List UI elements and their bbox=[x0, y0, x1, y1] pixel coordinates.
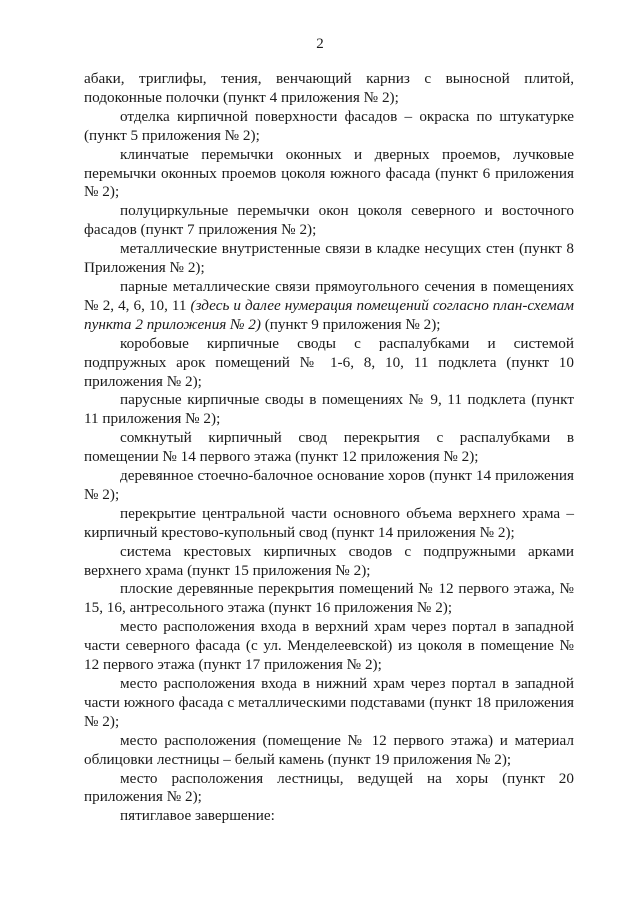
paragraph: полуциркульные перемычки окон цоколя северного и восточного фасадов (пункт 7 приложения № 2); bbox=[84, 202, 574, 239]
paragraph: абаки, триглифы, тения, венчающий карниз с выносной плитой, подоконные полочки (пункт 4 приложения № 2); bbox=[84, 70, 574, 106]
document-body bbox=[84, 70, 574, 826]
paragraph-text: парные металлические связи прямоугольного сечения в помещениях № 2, 4, 6, 10, 11 bbox=[84, 277, 574, 314]
paragraph: место расположения входа в нижний храм через портал в западной части южного фасада с металлическими подставами (пункт 18 приложения № 2); bbox=[84, 675, 574, 730]
paragraph: металлические внутристенные связи в кладке несущих стен (пункт 8 Приложения № 2); bbox=[84, 240, 574, 277]
paragraph: отделка кирпичной поверхности фасадов – окраска по штукатурке (пункт 5 приложения № 2); bbox=[84, 107, 574, 144]
page-number: 2 bbox=[316, 36, 324, 52]
paragraph: перекрытие центральной части основного объема верхнего храма – кирпичный крестово-купольный свод (пункт 14 приложения № 2); bbox=[84, 504, 574, 541]
paragraph: парусные кирпичные своды в помещениях № 9, 11 подклета (пункт 11 приложения № 2); bbox=[84, 391, 574, 428]
paragraph: место расположения (помещение № 12 первого этажа) и материал облицовки лестницы – белый камень (пункт 19 приложения № 2); bbox=[84, 731, 574, 768]
paragraph: клинчатые перемычки оконных и дверных проемов, лучковые перемычки оконных проемов цоколя южного фасада (пункт 6 приложения № 2); bbox=[84, 145, 574, 201]
paragraph: система крестовых кирпичных сводов с подпружными арками верхнего храма (пункт 15 приложения № 2); bbox=[84, 542, 574, 579]
paragraph: деревянное стоечно-балочное основание хоров (пункт 14 приложения № 2); bbox=[84, 467, 574, 503]
paragraph: коробовые кирпичные своды с распалубками и системой подпружных арок помещений № 1-6, 8, 10, 11 подклета (пункт 10 приложения № 2); bbox=[84, 334, 574, 390]
paragraph: сомкнутый кирпичный свод перекрытия с распалубками в помещении № 14 первого этажа (пункт 12 приложения № 2); bbox=[84, 429, 574, 466]
paragraph: место расположения лестницы, ведущей на хоры (пункт 20 приложения № 2); bbox=[84, 769, 574, 806]
italic-note: (здесь и далее нумерация помещений согласно план-схемам пункта 2 приложения № 2) bbox=[84, 296, 575, 333]
paragraph-text: (пункт 9 приложения № 2); bbox=[264, 315, 441, 333]
paragraph: плоские деревянные перекрытия помещений № 12 первого этажа, № 15, 16, антресольного этажа (пункт 16 приложения № 2); bbox=[84, 580, 574, 617]
paragraph: место расположения входа в верхний храм через портал в западной части северного фасада (с ул. Менделеевской) из цоколя в помещение № 12 первого этажа (пункт 17 приложения № 2); bbox=[84, 618, 574, 674]
paragraph bbox=[84, 278, 574, 335]
paragraph: пятиглавое завершение: bbox=[120, 807, 275, 825]
